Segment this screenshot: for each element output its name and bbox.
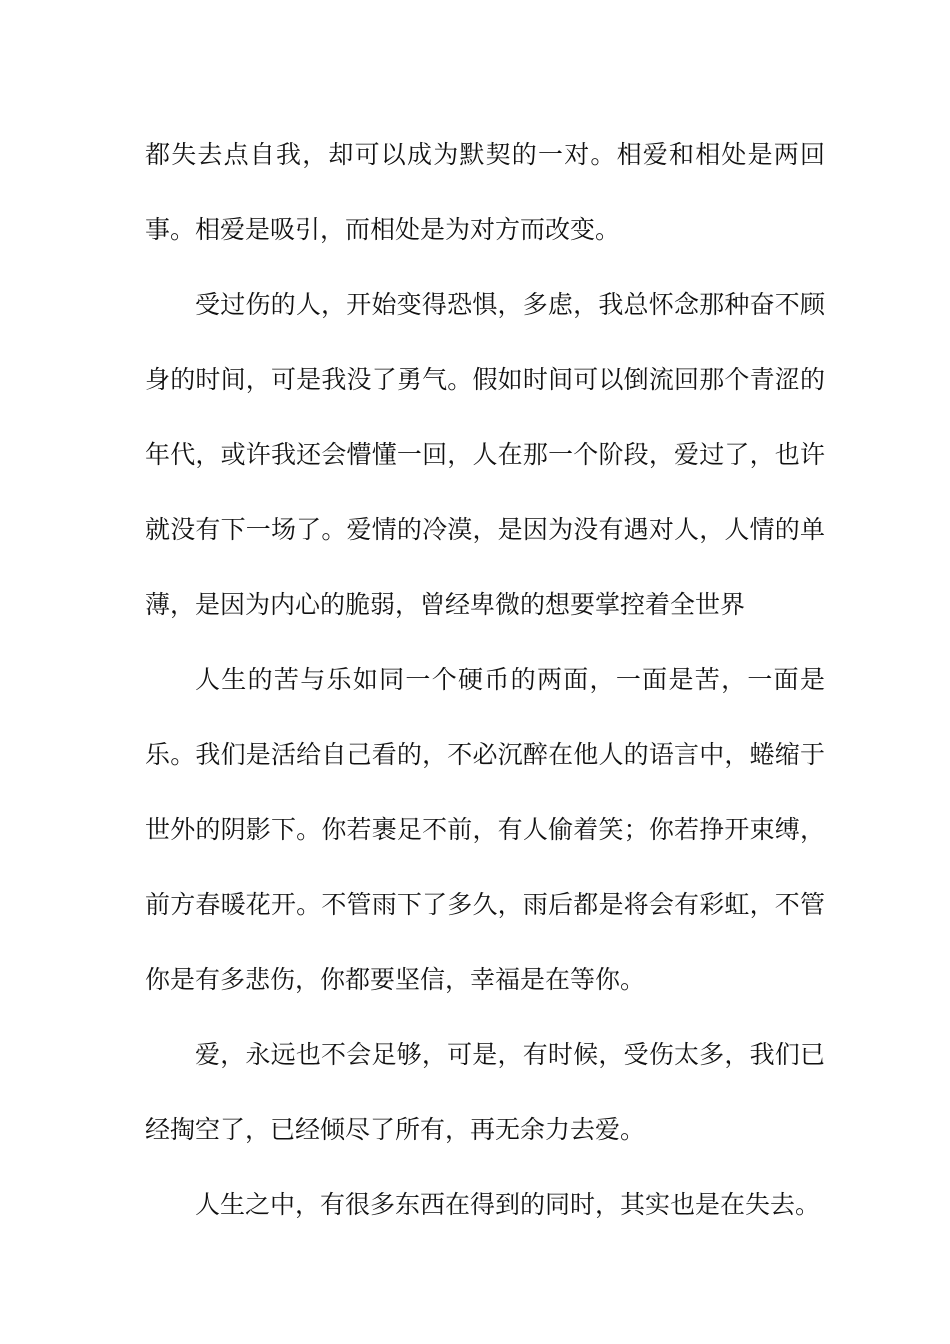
body-text xyxy=(145,117,825,1242)
paragraph-1: 都失去点自我，却可以成为默契的一对。相爱和相处是两回事。相爱是吸引，而相处是为对方而改变。 xyxy=(145,140,825,244)
paragraph-2: 受过伤的人，开始变得恐惧，多虑，我总怀念那种奋不顾身的时间，可是我没了勇气。假如时间可以倒流回那个青涩的年代，或许我还会懵懂一回，人在那一个阶段，爱过了，也许就没有下一场了。爱情的冷漠，是因为没有遇对人，人情的单薄，是因为内心的脆弱，曾经卑微的想要掌控着全世界 xyxy=(145,290,825,619)
paragraph-5: 人生之中，有很多东西在得到的同时，其实也是在失去。 xyxy=(195,1190,821,1219)
paragraph-4: 爱，永远也不会足够，可是，有时候，受伤太多，我们已经掏空了，已经倾尽了所有，再无余力去爱。 xyxy=(145,1040,825,1144)
paragraph-3: 人生的苦与乐如同一个硬币的两面，一面是苦，一面是乐。我们是活给自己看的，不必沉醉在他人的语言中，蜷缩于世外的阴影下。你若裹足不前，有人偷着笑；你若挣开束缚，前方春暖花开。不管雨下了多久，雨后都是将会有彩虹，不管你是有多悲伤，你都要坚信，幸福是在等你。 xyxy=(145,665,825,994)
